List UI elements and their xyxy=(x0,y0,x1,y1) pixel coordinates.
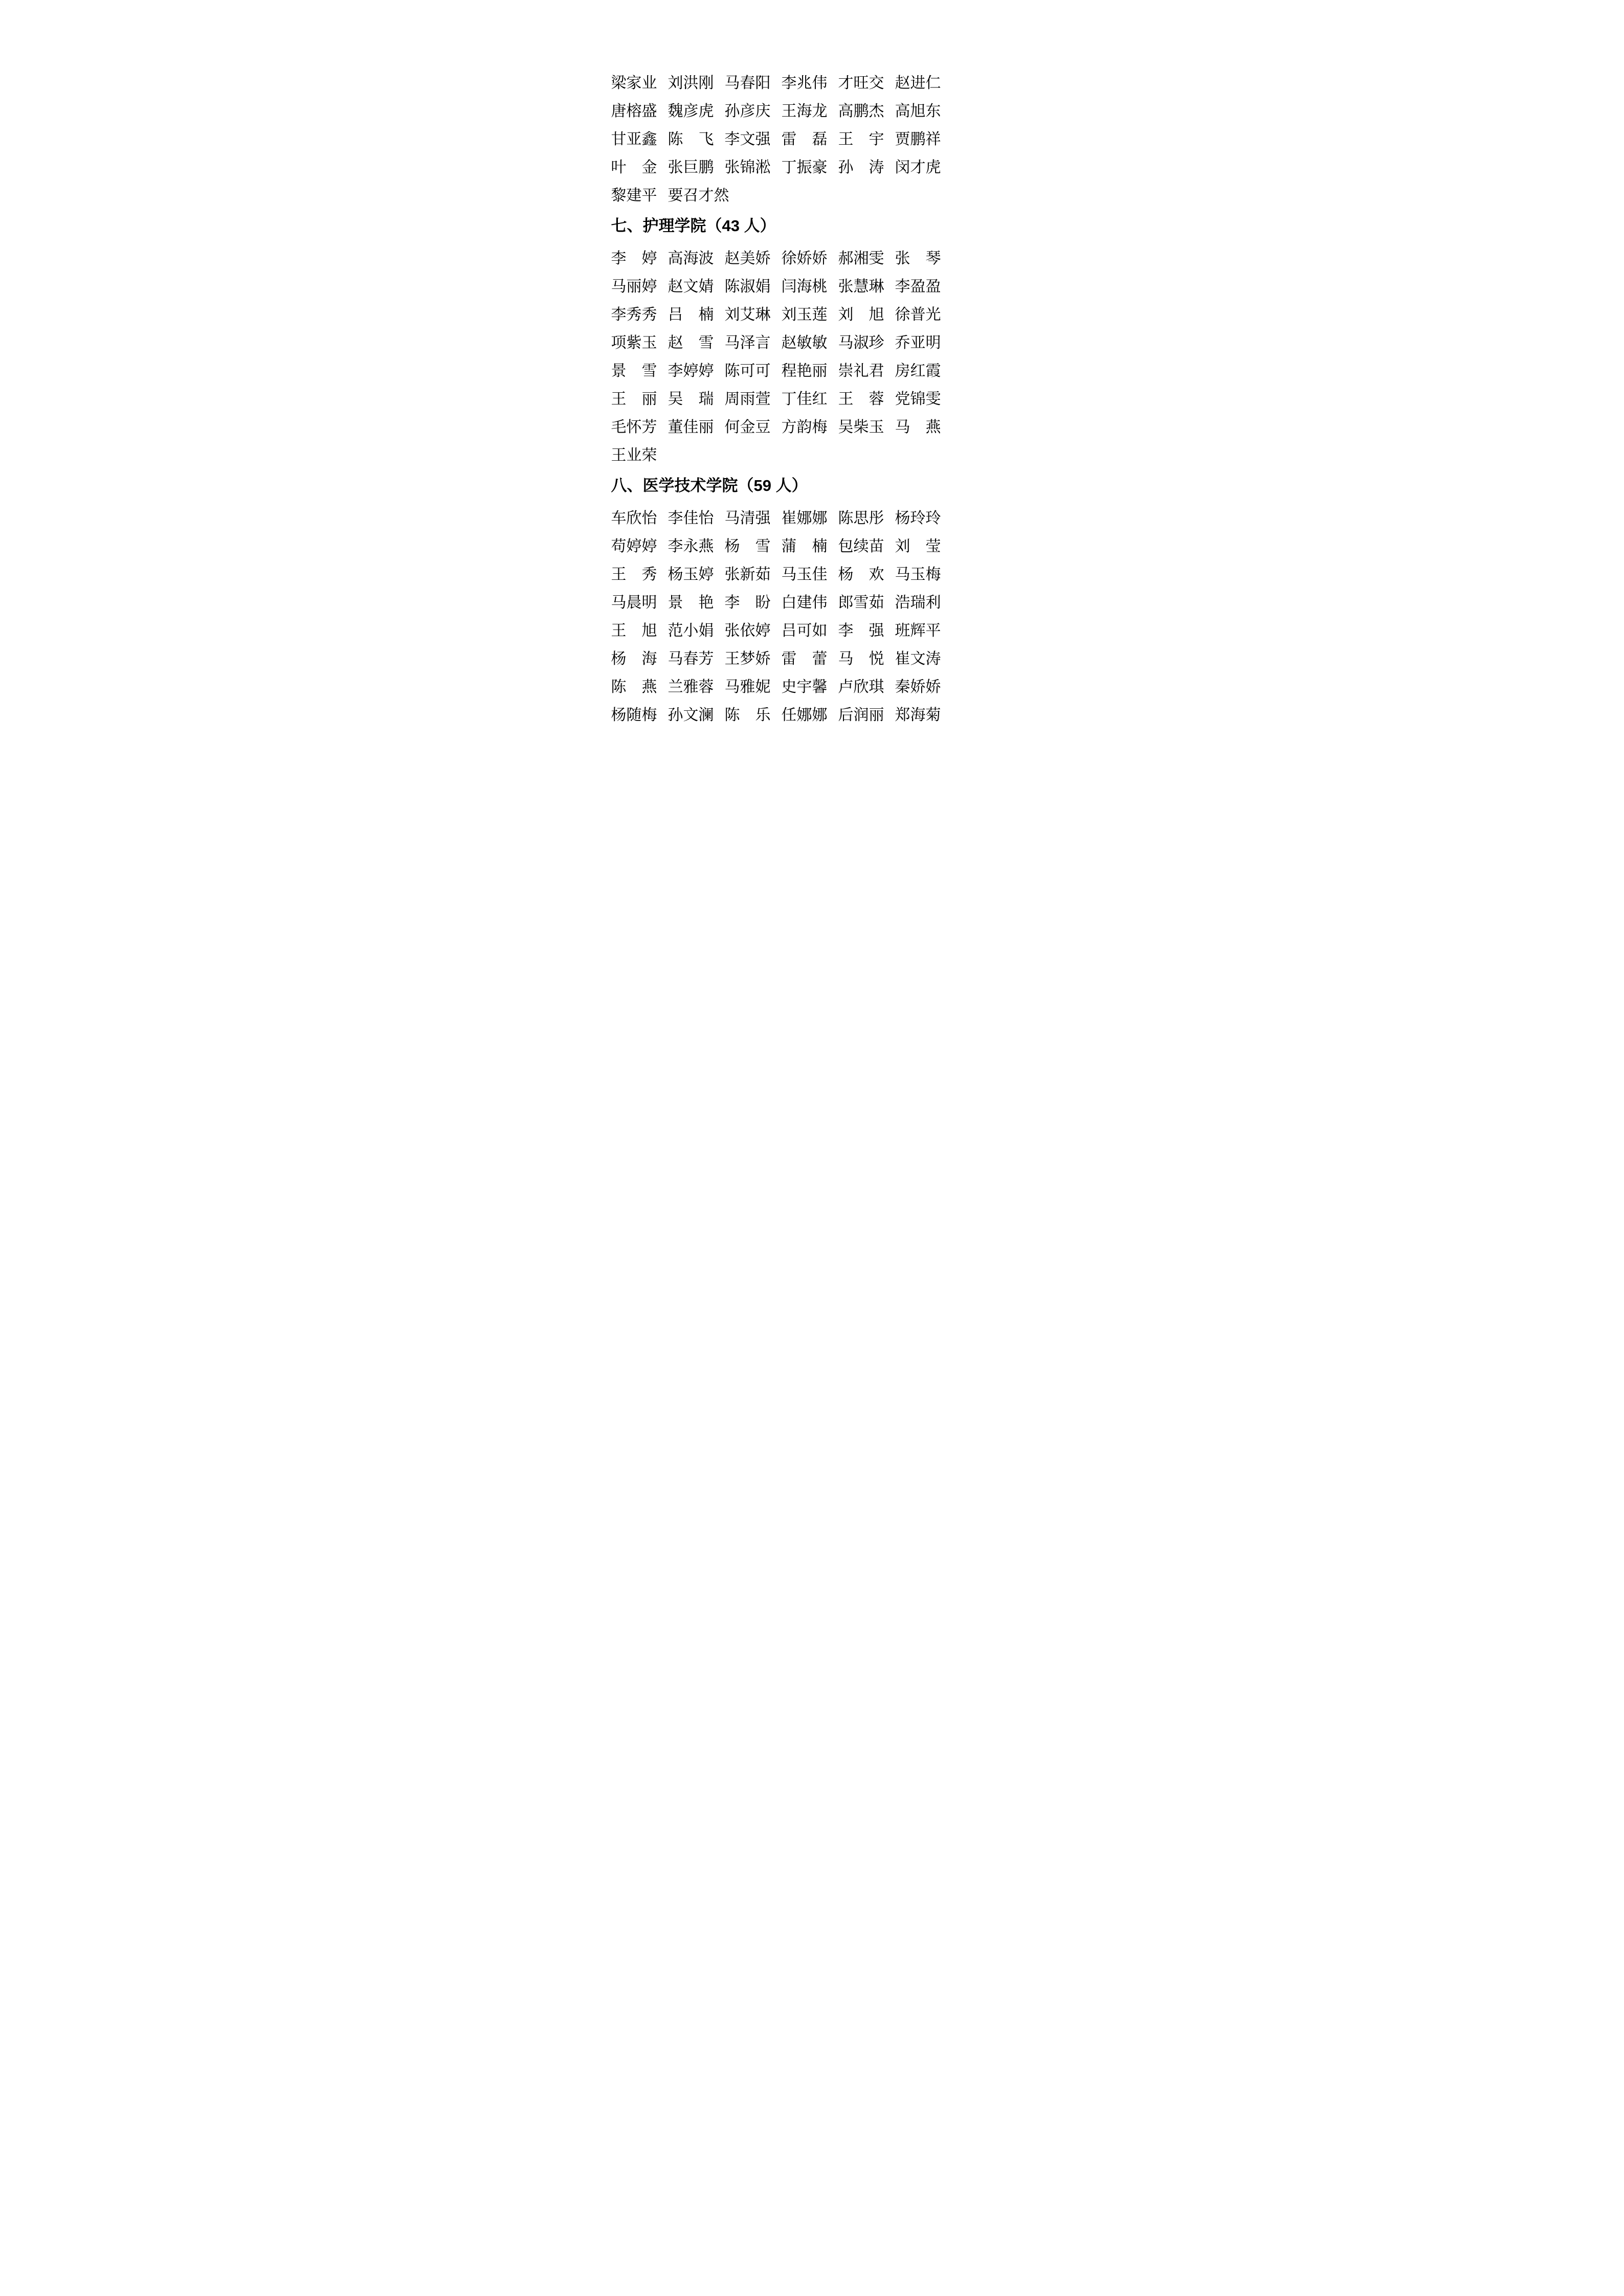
person-name: 陈 飞 xyxy=(668,131,714,148)
person-name: 高海波 xyxy=(668,250,714,267)
person-name: 叶 金 xyxy=(611,159,657,176)
person-name: 赵文婧 xyxy=(668,278,714,295)
name-row xyxy=(611,532,1042,560)
person-name: 车欣怡 xyxy=(611,510,657,527)
person-name: 秦娇娇 xyxy=(895,679,941,695)
person-name: 马春阳 xyxy=(724,75,771,92)
person-name: 张新茹 xyxy=(724,566,771,583)
person-name: 杨 海 xyxy=(611,650,657,667)
person-name: 景 雪 xyxy=(611,363,657,379)
person-name: 唐榕盛 xyxy=(611,103,657,120)
person-name: 张锦淞 xyxy=(724,159,771,176)
person-name: 马丽婷 xyxy=(611,278,657,295)
person-name: 赵美娇 xyxy=(724,250,771,267)
name-row xyxy=(611,589,1042,617)
name-row xyxy=(611,441,1042,469)
person-name: 蒲 楠 xyxy=(781,538,828,555)
person-name: 刘洪刚 xyxy=(668,75,714,92)
person-name: 梁家业 xyxy=(611,75,657,92)
person-name: 孙彦庆 xyxy=(724,103,771,120)
person-name: 郑海菊 xyxy=(895,707,941,724)
person-name: 李永燕 xyxy=(668,538,714,555)
person-name: 卢欣琪 xyxy=(838,679,884,695)
person-name: 浩瑞利 xyxy=(895,594,941,611)
person-name: 刘玉莲 xyxy=(781,306,828,323)
person-name: 吴 瑞 xyxy=(668,391,714,408)
person-name: 李婷婷 xyxy=(668,363,714,379)
person-name: 闵才虎 xyxy=(895,159,941,176)
person-name: 后润丽 xyxy=(838,707,884,724)
person-name: 任娜娜 xyxy=(781,707,828,724)
person-name: 要召才然 xyxy=(668,187,729,204)
person-name: 吴柴玉 xyxy=(838,419,884,436)
person-name: 马 燕 xyxy=(895,419,941,436)
person-name: 杨玉婷 xyxy=(668,566,714,583)
person-name: 孙文澜 xyxy=(668,707,714,724)
person-name: 马清强 xyxy=(724,510,771,527)
name-row xyxy=(611,504,1042,532)
person-name: 魏彦虎 xyxy=(668,103,714,120)
person-name: 景 艳 xyxy=(668,594,714,611)
name-row xyxy=(611,301,1042,329)
person-name: 马晨明 xyxy=(611,594,657,611)
name-row xyxy=(611,329,1042,357)
person-name: 史宇馨 xyxy=(781,679,828,695)
person-name: 徐娇娇 xyxy=(781,250,828,267)
person-name: 马雅妮 xyxy=(724,679,771,695)
document-content xyxy=(611,69,1042,729)
person-name: 马 悦 xyxy=(838,650,884,667)
person-name: 李盈盈 xyxy=(895,278,941,295)
person-name: 杨 雪 xyxy=(724,538,771,555)
name-row xyxy=(611,673,1042,701)
person-name: 赵敏敏 xyxy=(781,334,828,351)
person-name: 高旭东 xyxy=(895,103,941,120)
person-name: 高鹏杰 xyxy=(838,103,884,120)
person-name: 方韵梅 xyxy=(781,419,828,436)
person-name: 乔亚明 xyxy=(895,334,941,351)
name-row xyxy=(611,413,1042,441)
section-heading-nursing-college: 七、护理学院（43 人） xyxy=(611,217,776,235)
person-name: 李 盼 xyxy=(724,594,771,611)
person-name: 雷 磊 xyxy=(781,131,828,148)
person-name: 何金豆 xyxy=(724,419,771,436)
person-name: 黎建平 xyxy=(611,187,657,204)
name-row xyxy=(611,645,1042,673)
person-name: 孙 涛 xyxy=(838,159,884,176)
name-row xyxy=(611,560,1042,589)
name-row xyxy=(611,153,1042,182)
person-name: 兰雅蓉 xyxy=(668,679,714,695)
person-name: 刘 莹 xyxy=(895,538,941,555)
person-name: 张巨鹏 xyxy=(668,159,714,176)
person-name: 杨玲玲 xyxy=(895,510,941,527)
person-name: 王 宇 xyxy=(838,131,884,148)
person-name: 王 秀 xyxy=(611,566,657,583)
person-name: 王海龙 xyxy=(781,103,828,120)
person-name: 程艳丽 xyxy=(781,363,828,379)
person-name: 王业荣 xyxy=(611,447,657,464)
person-name: 李文强 xyxy=(724,131,771,148)
name-row xyxy=(611,244,1042,273)
name-row xyxy=(611,701,1042,729)
person-name: 张 琴 xyxy=(895,250,941,267)
person-name: 白建伟 xyxy=(781,594,828,611)
person-name: 贾鹏祥 xyxy=(895,131,941,148)
nursing-college-name-list xyxy=(611,244,1042,469)
person-name: 赵进仁 xyxy=(895,75,941,92)
person-name: 崔娜娜 xyxy=(781,510,828,527)
person-name: 赵 雪 xyxy=(668,334,714,351)
person-name: 郎雪茹 xyxy=(838,594,884,611)
person-name: 房红霞 xyxy=(895,363,941,379)
person-name: 马淑珍 xyxy=(838,334,884,351)
person-name: 崔文涛 xyxy=(895,650,941,667)
person-name: 雷 蕾 xyxy=(781,650,828,667)
person-name: 丁振豪 xyxy=(781,159,828,176)
person-name: 杨随梅 xyxy=(611,707,657,724)
person-name: 王 丽 xyxy=(611,391,657,408)
person-name: 王 蓉 xyxy=(838,391,884,408)
person-name: 徐普光 xyxy=(895,306,941,323)
name-row xyxy=(611,182,1042,210)
person-name: 毛怀芳 xyxy=(611,419,657,436)
person-name: 李 强 xyxy=(838,622,884,639)
continuation-name-list xyxy=(611,69,1042,210)
person-name: 刘 旭 xyxy=(838,306,884,323)
person-name: 苟婷婷 xyxy=(611,538,657,555)
person-name: 党锦雯 xyxy=(895,391,941,408)
person-name: 包续苗 xyxy=(838,538,884,555)
person-name: 李 婷 xyxy=(611,250,657,267)
name-row xyxy=(611,357,1042,385)
person-name: 陈淑娟 xyxy=(724,278,771,295)
person-name: 马春芳 xyxy=(668,650,714,667)
person-name: 陈 燕 xyxy=(611,679,657,695)
person-name: 崇礼君 xyxy=(838,363,884,379)
person-name: 张依婷 xyxy=(724,622,771,639)
name-row xyxy=(611,97,1042,125)
person-name: 项紫玉 xyxy=(611,334,657,351)
medical-technology-college-name-list xyxy=(611,504,1042,729)
person-name: 周雨萱 xyxy=(724,391,771,408)
person-name: 丁佳红 xyxy=(781,391,828,408)
person-name: 甘亚鑫 xyxy=(611,131,657,148)
person-name: 范小娟 xyxy=(668,622,714,639)
person-name: 李佳怡 xyxy=(668,510,714,527)
name-row xyxy=(611,125,1042,153)
section-heading-medical-technology-college: 八、医学技术学院（59 人） xyxy=(611,477,808,494)
person-name: 马泽言 xyxy=(724,334,771,351)
name-row xyxy=(611,617,1042,645)
person-name: 陈可可 xyxy=(724,363,771,379)
person-name: 吕 楠 xyxy=(668,306,714,323)
person-name: 陈 乐 xyxy=(724,707,771,724)
person-name: 刘艾琳 xyxy=(724,306,771,323)
person-name: 闫海桃 xyxy=(781,278,828,295)
name-row xyxy=(611,273,1042,301)
person-name: 才旺交 xyxy=(838,75,884,92)
person-name: 王 旭 xyxy=(611,622,657,639)
person-name: 李秀秀 xyxy=(611,306,657,323)
person-name: 董佳丽 xyxy=(668,419,714,436)
person-name: 王梦娇 xyxy=(724,650,771,667)
person-name: 杨 欢 xyxy=(838,566,884,583)
name-row xyxy=(611,69,1042,97)
document-page xyxy=(531,0,1094,796)
person-name: 马玉梅 xyxy=(895,566,941,583)
person-name: 陈思彤 xyxy=(838,510,884,527)
person-name: 李兆伟 xyxy=(781,75,828,92)
person-name: 郝湘雯 xyxy=(838,250,884,267)
person-name: 班辉平 xyxy=(895,622,941,639)
name-row xyxy=(611,385,1042,413)
person-name: 马玉佳 xyxy=(781,566,828,583)
person-name: 吕可如 xyxy=(781,622,828,639)
person-name: 张慧琳 xyxy=(838,278,884,295)
